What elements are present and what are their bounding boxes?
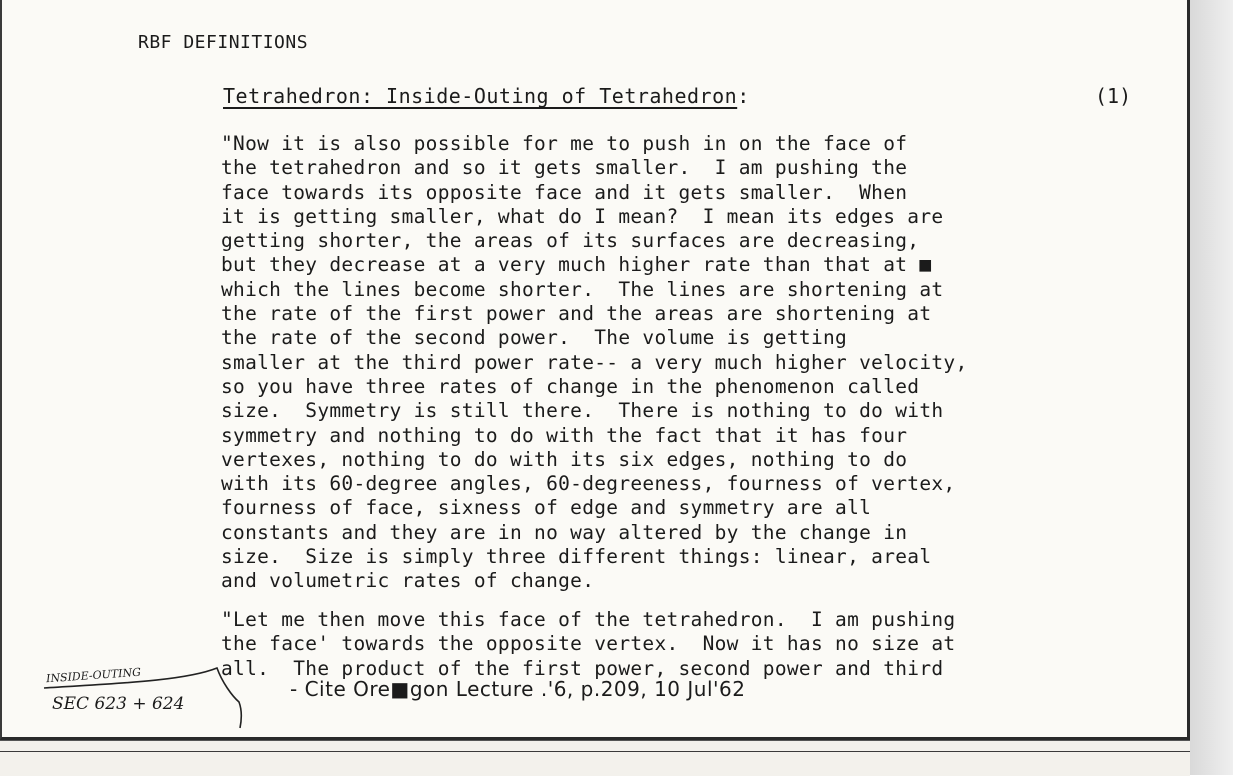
citation: - Cite Ore■gon Lecture .'6, p.209, 10 Jul'62 bbox=[290, 677, 746, 701]
entry-title bbox=[223, 84, 750, 108]
entry-title-text: Tetrahedron: Inside-Outing of Tetrahedron bbox=[223, 84, 738, 108]
next-card-edge bbox=[0, 740, 1190, 776]
note-line-2: SEC 623 + 624 bbox=[52, 694, 185, 714]
entry-number: (1) bbox=[1095, 84, 1132, 108]
quote-paragraph-1: "Now it is also possible for me to push in on the face of the tetrahedron and so it gets smaller. I am pushing the face towards its opposite face and it gets smaller. When it is getting smaller, what do I mean? I mean its edges are getting shorter, the areas of its surfaces are decreasing, but they decrease at a very much higher rate than that at ■ which the lines become shorter. The lines are shortening at the rate of the first power and the areas are shortening at the rate of the second power. The volume is getting smaller at the third power rate-- a very much higher velocity, so you have three rates of change in the phenomenon called size. Symmetry is still there. There is nothing to do with symmetry and nothing to do with the fact that it has four vertexes, nothing to do with its six edges, nothing to do with its 60-degree angles, 60-degreeness, fourness of vertex, fourness of face, sixness of edge and symmetry are all constants and they are in no way altered by the change in size. Size is simply three different things: linear, areal and volumetric rates of change. bbox=[221, 132, 968, 593]
document-header: RBF DEFINITIONS bbox=[138, 32, 309, 53]
card-stack-edge bbox=[1190, 0, 1233, 775]
entry-title-suffix: : bbox=[737, 84, 750, 108]
quote-paragraph-2: "Let me then move this face of the tetrahedron. I am pushing the face' towards the opposite vertex. Now it has no size at all. The product of the first power, second power and third bbox=[221, 608, 956, 680]
note-line-1: INSIDE-OUTING bbox=[45, 665, 142, 686]
handwritten-note bbox=[42, 662, 247, 732]
